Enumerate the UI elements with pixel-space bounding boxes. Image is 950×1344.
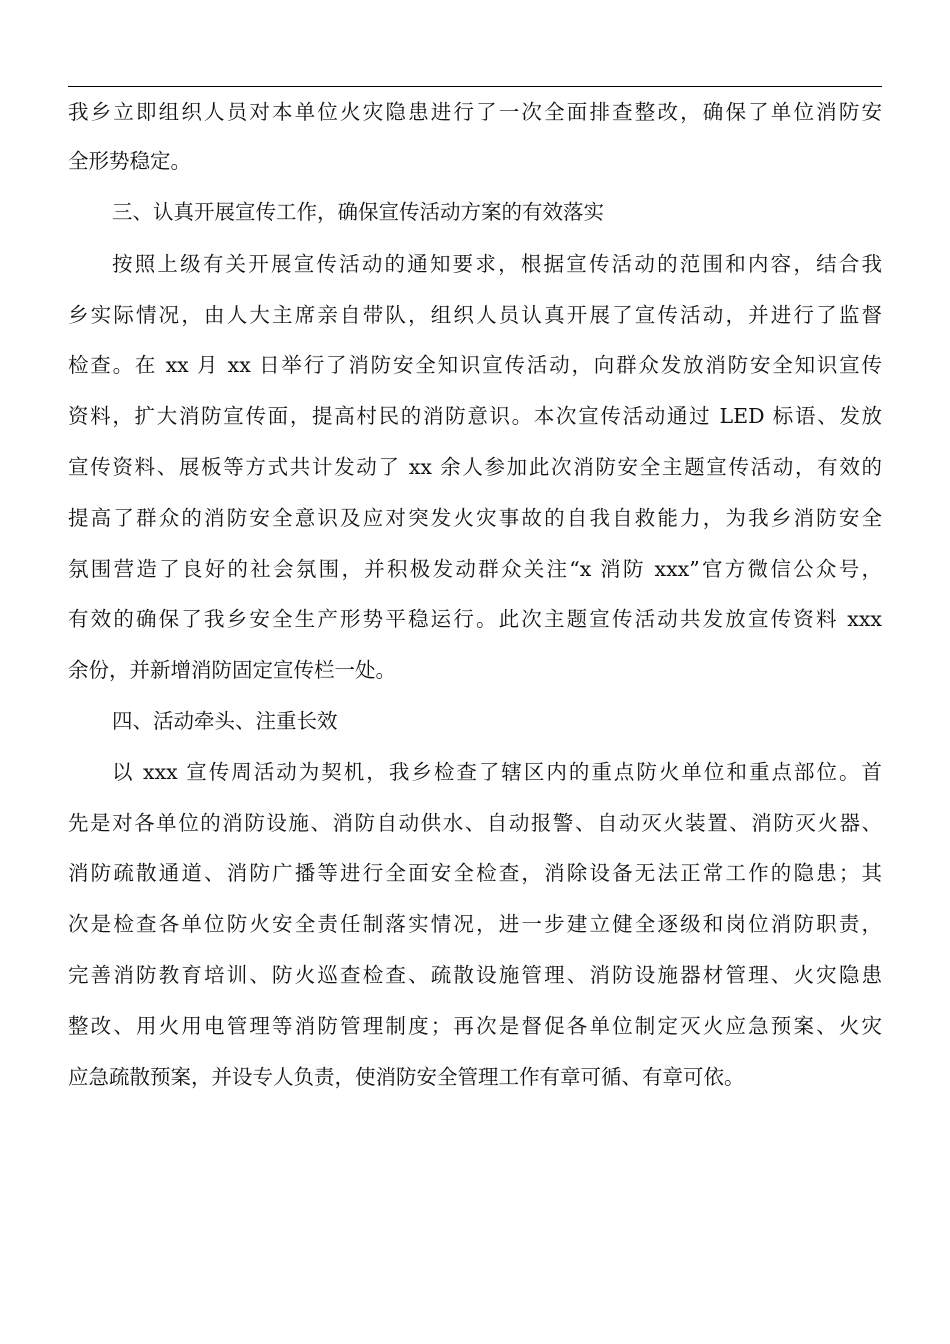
body-line: 乡实际情况，由人大主席亲自带队，组织人员认真开展了宣传活动，并进行了监督 — [68, 303, 882, 327]
body-line: 宣传资料、展板等方式共计发动了 xx 余人参加此次消防安全主题宣传活动，有效的 — [68, 455, 882, 479]
body-line: 资料，扩大消防宣传面，提高村民的消防意识。本次宣传活动通过 LED 标语、发放 — [68, 404, 882, 428]
body-line: 全形势稳定。 — [68, 149, 191, 173]
body-line: 次是检查各单位防火安全责任制落实情况，进一步建立健全逐级和岗位消防职责， — [68, 912, 882, 936]
body-line: 余份，并新增消防固定宣传栏一处。 — [68, 658, 396, 682]
body-line: 提高了群众的消防安全意识及应对突发火灾事故的自我自救能力，为我乡消防安全 — [68, 506, 882, 530]
body-line: 按照上级有关开展宣传活动的通知要求，根据宣传活动的范围和内容，结合我 — [112, 252, 882, 276]
body-line: 以 xxx 宣传周活动为契机，我乡检查了辖区内的重点防火单位和重点部位。首 — [112, 760, 882, 784]
section-heading-3: 三、认真开展宣传工作，确保宣传活动方案的有效落实 — [112, 200, 604, 224]
body-line: 有效的确保了我乡安全生产形势平稳运行。此次主题宣传活动共发放宣传资料 xxx — [68, 607, 882, 631]
body-line: 氛围营造了良好的社会氛围，并积极发动群众关注“x 消防 xxx”官方微信公众号， — [68, 557, 882, 581]
body-line: 消防疏散通道、消防广播等进行全面安全检查，消除设备无法正常工作的隐患；其 — [68, 861, 882, 885]
body-line: 检查。在 xx 月 xx 日举行了消防安全知识宣传活动，向群众发放消防安全知识宣传 — [68, 353, 882, 377]
body-line: 整改、用火用电管理等消防管理制度；再次是督促各单位制定灭火应急预案、火灾 — [68, 1014, 882, 1038]
section-heading-4: 四、活动牵头、注重长效 — [112, 709, 338, 733]
header-rule — [68, 86, 882, 87]
body-line: 完善消防教育培训、防火巡查检查、疏散设施管理、消防设施器材管理、火灾隐患 — [68, 963, 882, 987]
body-line: 先是对各单位的消防设施、消防自动供水、自动报警、自动灭火装置、消防灭火器、 — [68, 811, 882, 835]
body-line: 我乡立即组织人员对本单位火灾隐患进行了一次全面排查整改，确保了单位消防安 — [68, 100, 882, 124]
body-line: 应急疏散预案，并设专人负责，使消防安全管理工作有章可循、有章可依。 — [68, 1065, 745, 1089]
